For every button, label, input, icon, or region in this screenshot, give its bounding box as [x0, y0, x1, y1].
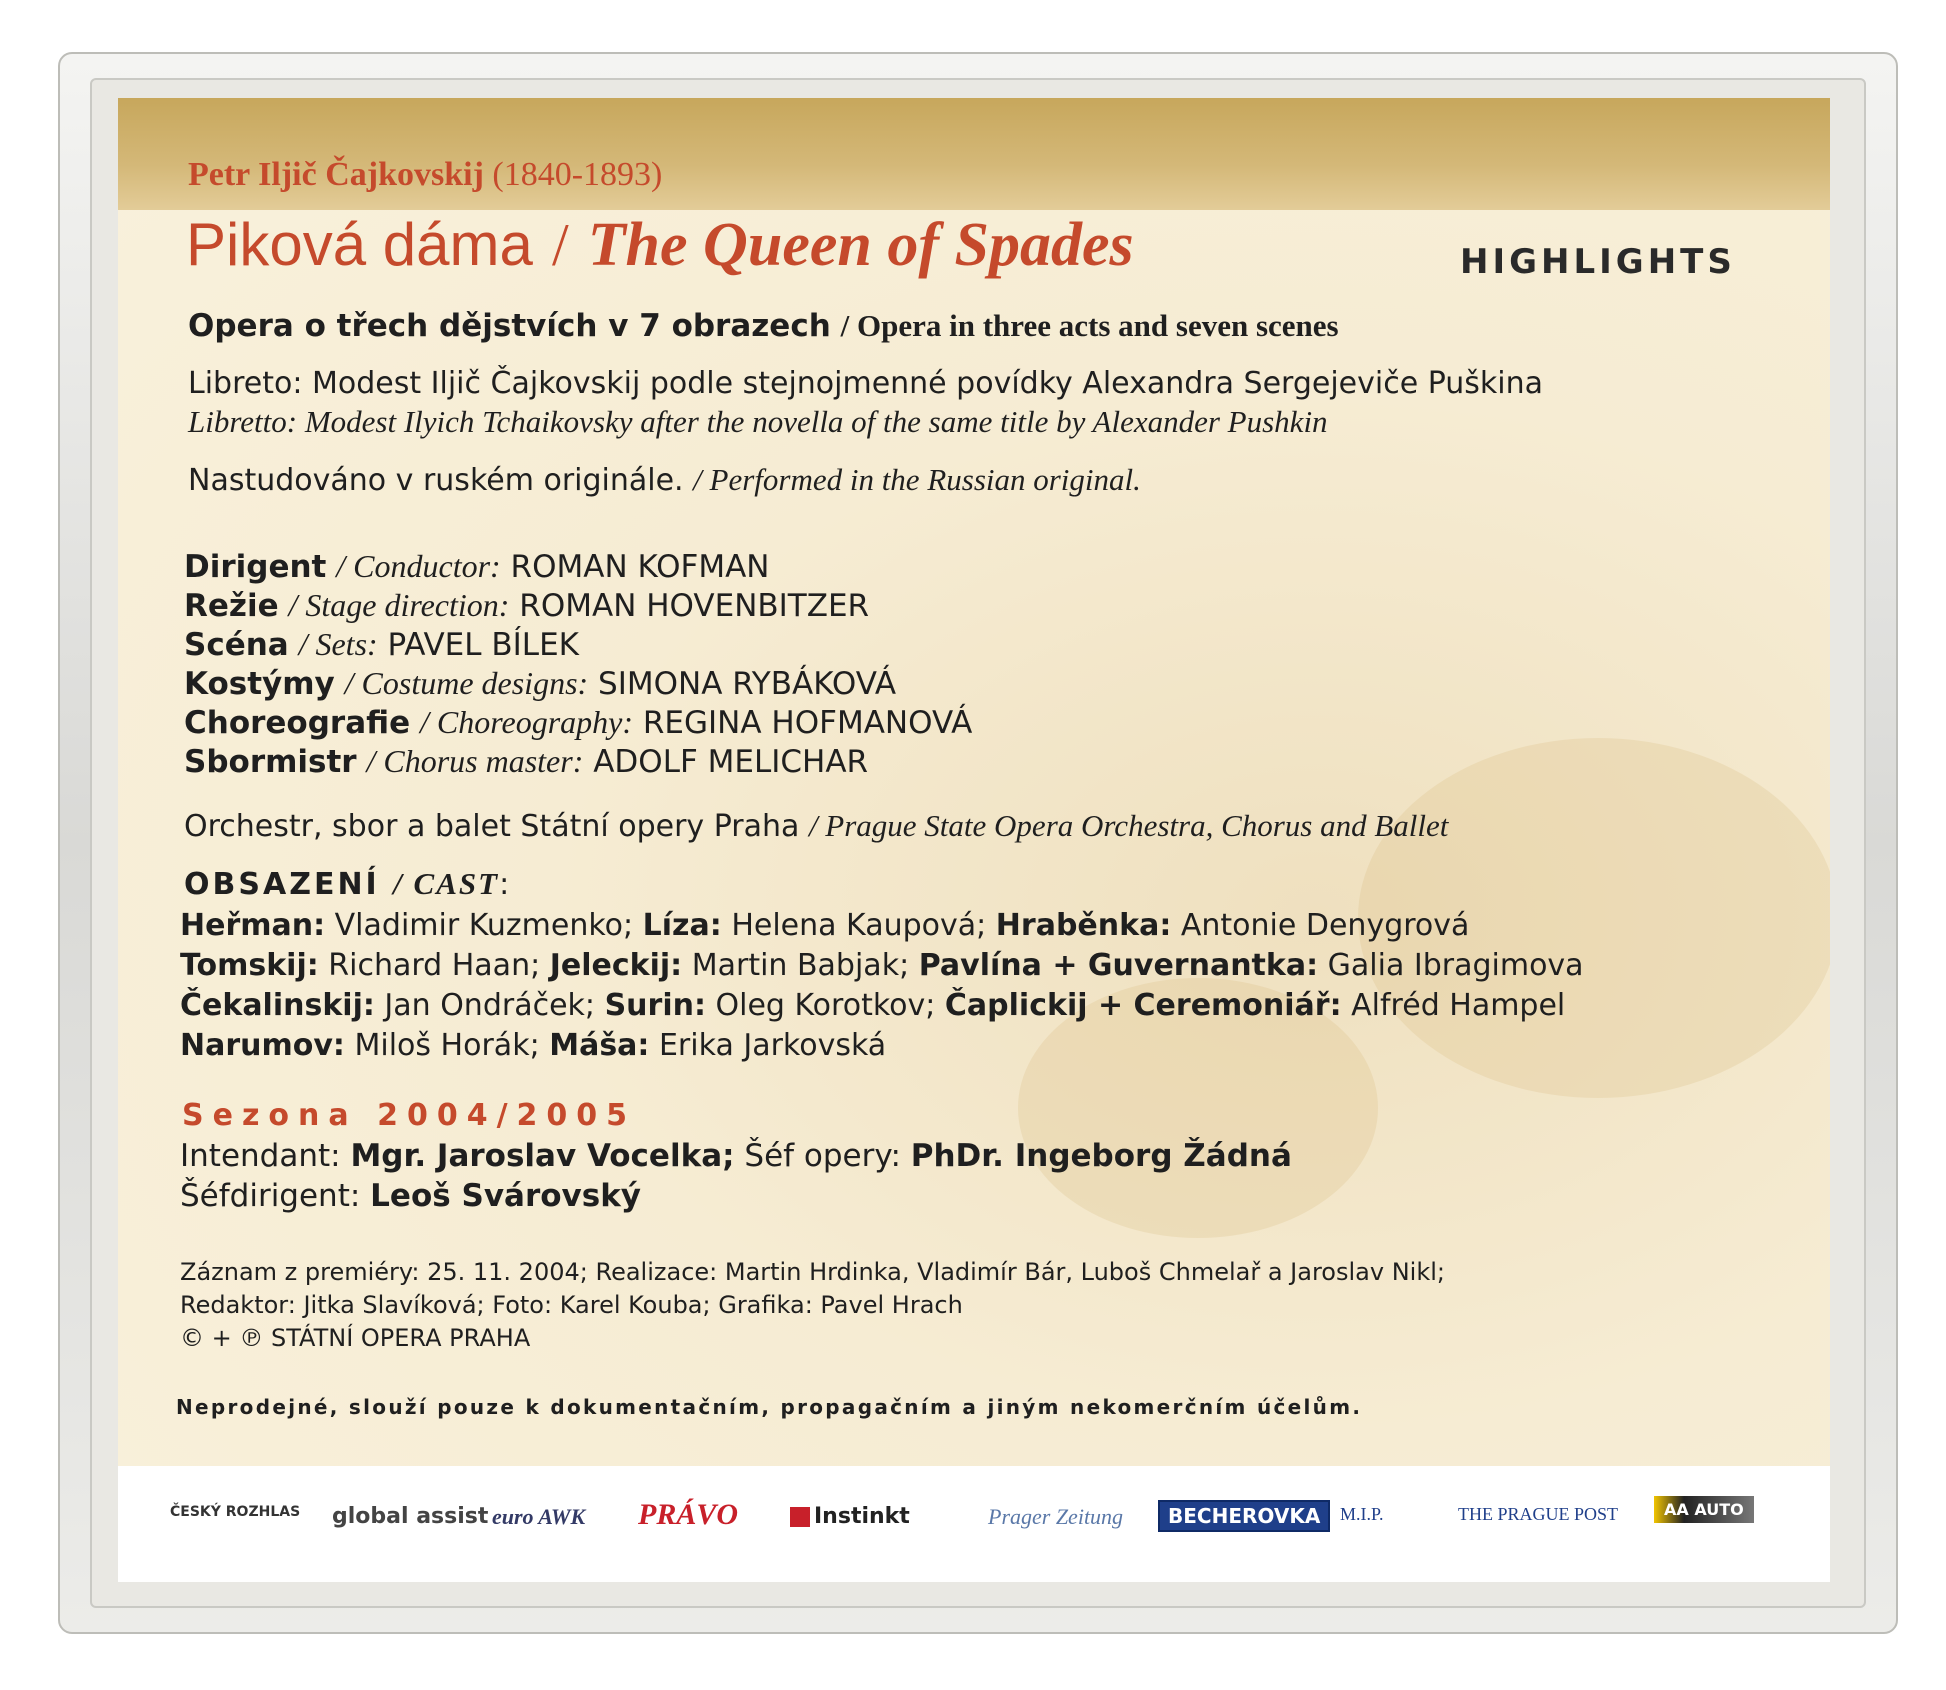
cast-role: Čaplickij + Ceremoniář: — [944, 988, 1342, 1023]
album-title — [186, 210, 1134, 281]
credit-role-en: / Stage direction: — [288, 587, 510, 623]
credit-role-cz: Scéna — [184, 627, 289, 663]
sponsor-logo: M.I.P. — [1340, 1504, 1384, 1524]
instinkt-mark-icon — [790, 1507, 810, 1527]
credit-person: ROMAN KOFMAN — [510, 549, 770, 585]
orchestra-english: / Prague State Opera Orchestra, Chorus and Ballet — [808, 808, 1449, 843]
cast-singer: Galia Ibragimova — [1327, 948, 1584, 983]
cast-list — [180, 908, 1584, 1068]
cast-heading — [184, 866, 512, 902]
cast-heading-czech: OBSAZENÍ — [184, 867, 380, 902]
credit-person: ADOLF MELICHAR — [593, 744, 869, 780]
cast-heading-english: / CAST — [393, 866, 500, 901]
credit-role-cz: Dirigent — [184, 549, 327, 585]
cast-line — [180, 988, 1584, 1028]
cast-singer: Erika Jarkovská — [658, 1028, 887, 1063]
disclaimer: Neprodejné, slouží pouze k dokumentačním, propagačním a jiným nekomerčním účelům. — [176, 1395, 1363, 1419]
cast-role: Pavlína + Guvernantka: — [918, 948, 1319, 983]
composer-line — [188, 156, 662, 194]
performed-czech: Nastudováno v ruském originále. — [188, 463, 684, 498]
cast-singer: Vladimir Kuzmenko; — [334, 908, 634, 943]
performed-line — [188, 462, 1141, 498]
season-label: Šéfdirigent: — [180, 1178, 361, 1214]
back-insert — [118, 98, 1830, 1582]
credit-role-cz: Režie — [184, 588, 279, 624]
title-czech: Piková dáma — [186, 211, 533, 278]
cast-singer: Jan Ondráček; — [384, 988, 596, 1023]
credit-role-en: / Sets: — [298, 626, 378, 662]
credit-role-cz: Choreografie — [184, 705, 411, 741]
cast-role: Líza: — [642, 908, 722, 943]
credit-role-cz: Sbormistr — [184, 744, 357, 780]
orchestra-czech: Orchestr, sbor a balet Státní opery Praha — [184, 809, 800, 844]
sponsor-logo: ČESKÝ ROZHLAS — [170, 1504, 301, 1520]
cast-heading-colon: : — [499, 867, 513, 902]
sponsor-logo: BECHEROVKA — [1158, 1500, 1330, 1532]
composer-name: Petr Iljič Čajkovskij — [188, 156, 484, 193]
cast-role: Jeleckij: — [549, 948, 683, 983]
cast-role: Tomskij: — [180, 948, 319, 983]
cast-singer: Richard Haan; — [328, 948, 541, 983]
footer-line-2: Redaktor: Jitka Slavíková; Foto: Karel Kouba; Grafika: Pavel Hrach — [180, 1291, 963, 1319]
footer-line-1: Záznam z premiéry: 25. 11. 2004; Realizace: Martin Hrdinka, Vladimír Bár, Luboš Chmelař a Jaroslav Nikl; — [180, 1258, 1445, 1286]
season-value: Leoš Svárovský — [370, 1178, 642, 1214]
credit-row — [184, 587, 972, 626]
libretto-czech: Libreto: Modest Iljič Čajkovskij podle stejnojmenné povídky Alexandra Sergejeviče Puškina — [188, 366, 1544, 401]
season-line-1 — [180, 1138, 1292, 1174]
season-label: Šéf opery: — [744, 1138, 901, 1174]
cast-role: Surin: — [604, 988, 706, 1023]
cast-singer: Martin Babjak; — [691, 948, 910, 983]
cast-role: Čekalinskij: — [180, 988, 375, 1023]
season-heading: Sezona 2004/2005 — [182, 1098, 637, 1133]
credit-role-en: / Chorus master: — [366, 743, 584, 779]
footer-copyright: © + ℗ STÁTNÍ OPERA PRAHA — [180, 1324, 531, 1352]
credit-row — [184, 665, 972, 704]
cast-role: Máša: — [549, 1028, 650, 1063]
cast-role: Heřman: — [180, 908, 326, 943]
season-label: Intendant: — [180, 1138, 341, 1174]
orchestra-line — [184, 808, 1448, 844]
sponsor-logo: PRÁVO — [638, 1498, 739, 1531]
cast-singer: Miloš Horák; — [354, 1028, 540, 1063]
sponsor-logo — [790, 1504, 910, 1529]
sponsor-logo: euro AWK — [492, 1504, 586, 1529]
sponsor-logo: Prager Zeitung — [988, 1504, 1124, 1529]
season-value: PhDr. Ingeborg Žádná — [910, 1138, 1292, 1174]
composer-years: (1840-1893) — [492, 156, 663, 193]
opera-subtitle — [188, 308, 1339, 344]
cast-singer: Helena Kaupová; — [731, 908, 987, 943]
credit-row — [184, 548, 972, 587]
sponsor-logo: AA AUTO — [1654, 1496, 1754, 1523]
performed-english: / Performed in the Russian original. — [693, 462, 1141, 497]
cast-singer: Oleg Korotkov; — [715, 988, 936, 1023]
cast-singer: Alfréd Hampel — [1351, 988, 1566, 1023]
credit-role-en: / Costume designs: — [344, 665, 589, 701]
cast-line — [180, 908, 1584, 948]
cast-role: Hraběnka: — [995, 908, 1172, 943]
credits-list — [184, 548, 972, 782]
highlights-label: HIGHLIGHTS — [1460, 242, 1736, 282]
credit-row — [184, 626, 972, 665]
credit-person: REGINA HOFMANOVÁ — [642, 705, 973, 741]
subtitle-english: / Opera in three acts and seven scenes — [840, 308, 1339, 343]
cast-role: Narumov: — [180, 1028, 345, 1063]
sponsor-logo-text: Instinkt — [814, 1504, 910, 1529]
credit-role-en: / Conductor: — [336, 548, 501, 584]
credit-role-en: / Choreography: — [420, 704, 634, 740]
credit-row — [184, 704, 972, 743]
libretto-english: Libretto: Modest Ilyich Tchaikovsky after the novella of the same title by Alexander Pushkin — [188, 404, 1328, 439]
cast-singer: Antonie Denygrová — [1180, 908, 1470, 943]
credit-person: SIMONA RYBÁKOVÁ — [598, 666, 897, 702]
cast-line — [180, 1028, 1584, 1068]
title-separator: / — [551, 212, 569, 278]
cast-line — [180, 948, 1584, 988]
title-english: The Queen of Spades — [587, 211, 1134, 279]
credit-row — [184, 743, 972, 782]
credit-person: ROMAN HOVENBITZER — [519, 588, 870, 624]
credit-role-cz: Kostýmy — [184, 666, 335, 702]
sponsor-logo: global assist — [332, 1504, 489, 1529]
season-value: Mgr. Jaroslav Vocelka; — [350, 1138, 735, 1174]
season-line-2 — [180, 1178, 641, 1214]
sponsor-bar — [118, 1466, 1830, 1582]
subtitle-czech: Opera o třech dějstvích v 7 obrazech — [188, 308, 831, 344]
credit-person: PAVEL BÍLEK — [387, 627, 579, 663]
sponsor-logo: THE PRAGUE POST — [1458, 1504, 1619, 1524]
